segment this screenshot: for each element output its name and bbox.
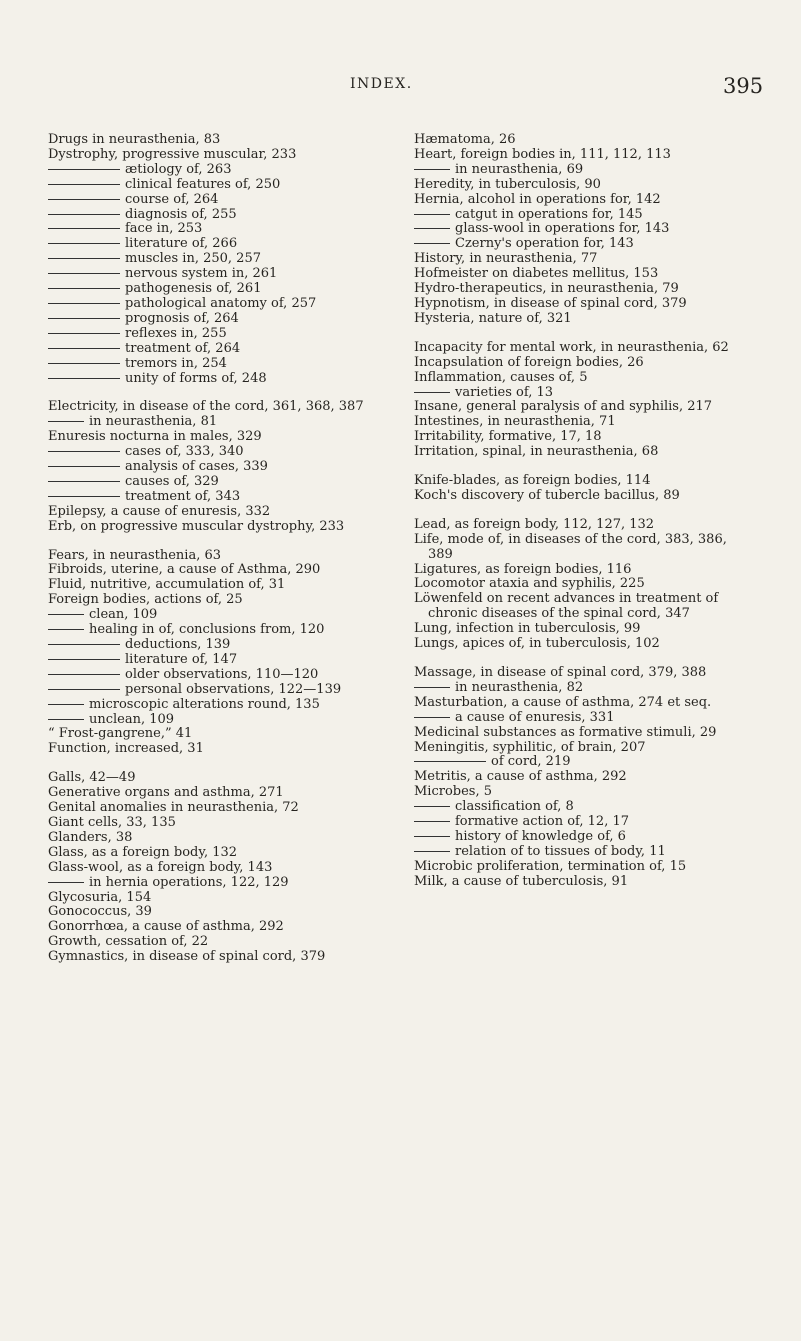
index-entry: Knife-blades, as foreign bodies, 114 [414, 473, 651, 489]
index-entry: Irritation, spinal, in neurasthenia, 68 [414, 444, 659, 460]
index-subentry: in neurasthenia, 81 [48, 415, 378, 430]
index-entry: Löwenfeld on recent advances in treatment of chronic diseases of the spinal cord, 347 [414, 591, 719, 622]
index-entry: Hydro-therapeutics, in neurasthenia, 79 [414, 281, 679, 297]
index-entry: Incapacity for mental work, in neurasthenia, 62 [414, 339, 729, 355]
index-subentry: classification of, 8 [414, 800, 754, 815]
letter-gap [414, 460, 754, 474]
letter-gap [414, 504, 754, 518]
index-entry: Inflammation, causes of, 5 [414, 369, 588, 385]
index-entry: Glass, as a foreign body, 132 [48, 844, 238, 860]
index-entry: Incapsulation of foreign bodies, 26 [414, 354, 644, 370]
index-entry: Gonorrhœa, a cause of asthma, 292 [48, 919, 284, 935]
index-subentry: clean, 109 [48, 608, 378, 623]
index-entry: Gymnastics, in disease of spinal cord, 379 [48, 949, 326, 965]
index-entry: Growth, cessation of, 22 [48, 934, 209, 950]
index-entry: Heart, foreign bodies in, 111, 112, 113 [414, 146, 671, 162]
index-subentry: in hernia operations, 122, 129 [48, 876, 378, 891]
page-number: 395 [723, 74, 764, 98]
letter-gap [414, 327, 754, 341]
index-subentry: varieties of, 13 [414, 386, 754, 401]
index-entry: Microbes, 5 [414, 784, 493, 800]
index-entry: Masturbation, a cause of asthma, 274 et seq. [414, 694, 712, 710]
index-subentry: literature of, 147 [48, 653, 378, 668]
running-title: INDEX. [350, 76, 413, 92]
index-entry: Heredity, in tuberculosis, 90 [414, 176, 601, 192]
index-entry: Dystrophy, progressive muscular, 233 [48, 146, 297, 162]
index-subentry: personal observations, 122—139 [48, 683, 378, 698]
index-subentry: in neurasthenia, 82 [414, 681, 754, 696]
index-entry: Hernia, alcohol in operations for, 142 [414, 191, 661, 207]
index-subentry: course of, 264 [48, 193, 378, 208]
index-entry: Drugs in neurasthenia, 83 [48, 132, 221, 147]
letter-gap [48, 386, 378, 400]
index-entry: “ Frost-gangrene,” 41 [48, 726, 193, 742]
index-column-right [414, 133, 754, 890]
index-entry: Life, mode of, in diseases of the cord, 383, 386, 389 [414, 531, 727, 562]
index-subentry: diagnosis of, 255 [48, 208, 378, 223]
index-entry: Lead, as foreign body, 112, 127, 132 [414, 516, 655, 532]
index-entry: Giant cells, 33, 135 [48, 814, 176, 830]
index-column-left [48, 133, 378, 965]
index-subentry: catgut in operations for, 145 [414, 208, 754, 223]
index-subentry: clinical features of, 250 [48, 178, 378, 193]
index-entry: Genital anomalies in neurasthenia, 72 [48, 800, 299, 816]
index-subentry: literature of, 266 [48, 237, 378, 252]
index-subentry: unclean, 109 [48, 713, 378, 728]
index-entry: Massage, in disease of spinal cord, 379, 388 [414, 665, 707, 680]
index-subentry: relation of to tissues of body, 11 [414, 845, 754, 860]
index-subentry: causes of, 329 [48, 475, 378, 490]
index-entry: Medicinal substances as formative stimuli, 29 [414, 724, 717, 740]
index-entry: Metritis, a cause of asthma, 292 [414, 769, 627, 785]
index-subentry: Czerny's operation for, 143 [414, 237, 754, 252]
index-entry: Galls, 42—49 [48, 770, 136, 786]
index-entry: Electricity, in disease of the cord, 361, 368, 387 [48, 399, 364, 415]
index-subentry: unity of forms of, 248 [48, 372, 378, 387]
index-subentry: history of knowledge of, 6 [414, 830, 754, 845]
index-entry: Ligatures, as foreign bodies, 116 [414, 561, 632, 577]
index-subentry: ætiology of, 263 [48, 163, 378, 178]
index-entry: Intestines, in neurasthenia, 71 [414, 414, 616, 430]
index-entry: Lung, infection in tuberculosis, 99 [414, 621, 641, 637]
index-subentry: tremors in, 254 [48, 357, 378, 372]
index-entry: Function, increased, 31 [48, 741, 204, 757]
index-entry: Fibroids, uterine, a cause of Asthma, 290 [48, 562, 321, 578]
index-subentry: muscles in, 250, 257 [48, 252, 378, 267]
index-subentry: treatment of, 343 [48, 490, 378, 505]
index-entry: Fears, in neurasthenia, 63 [48, 547, 222, 563]
index-subentry: prognosis of, 264 [48, 312, 378, 327]
index-subentry: cases of, 333, 340 [48, 445, 378, 460]
index-entry: Lungs, apices of, in tuberculosis, 102 [414, 636, 660, 652]
index-entry: Glycosuria, 154 [48, 889, 152, 905]
index-subentry: pathological anatomy of, 257 [48, 297, 378, 312]
index-subentry: a cause of enuresis, 331 [414, 711, 754, 726]
index-entry: Meningitis, syphilitic, of brain, 207 [414, 739, 646, 755]
index-entry: Hypnotism, in disease of spinal cord, 379 [414, 295, 687, 311]
letter-gap [414, 652, 754, 666]
index-subentry: healing in of, conclusions from, 120 [48, 623, 378, 638]
index-entry: Epilepsy, a cause of enuresis, 332 [48, 503, 271, 519]
index-entry: Milk, a cause of tuberculosis, 91 [414, 873, 629, 889]
index-subentry: of cord, 219 [414, 755, 754, 770]
index-entry: Koch's discovery of tubercle bacillus, 89 [414, 487, 680, 503]
index-entry: Enuresis nocturna in males, 329 [48, 429, 262, 445]
index-subentry: glass-wool in operations for, 143 [414, 222, 754, 237]
index-subentry: deductions, 139 [48, 638, 378, 653]
index-entry: Insane, general paralysis of and syphilis, 217 [414, 399, 713, 415]
index-subentry: microscopic alterations round, 135 [48, 698, 378, 713]
index-entry: Hysteria, nature of, 321 [414, 310, 572, 326]
letter-gap [48, 757, 378, 771]
index-subentry: older observations, 110—120 [48, 668, 378, 683]
letter-gap [48, 535, 378, 549]
index-entry: Generative organs and asthma, 271 [48, 785, 284, 801]
index-subentry: pathogenesis of, 261 [48, 282, 378, 297]
index-entry: History, in neurasthenia, 77 [414, 251, 598, 267]
index-subentry: analysis of cases, 339 [48, 460, 378, 475]
index-subentry: treatment of, 264 [48, 342, 378, 357]
index-entry: Microbic proliferation, termination of, 15 [414, 858, 687, 874]
index-entry: Foreign bodies, actions of, 25 [48, 592, 243, 608]
index-subentry: reflexes in, 255 [48, 327, 378, 342]
index-subentry: formative action of, 12, 17 [414, 815, 754, 830]
index-entry: Glass-wool, as a foreign body, 143 [48, 859, 273, 875]
index-entry: Glanders, 38 [48, 829, 133, 845]
index-entry: Locomotor ataxia and syphilis, 225 [414, 576, 645, 592]
index-subentry: in neurasthenia, 69 [414, 163, 754, 178]
index-subentry: face in, 253 [48, 222, 378, 237]
index-entry: Irritability, formative, 17, 18 [414, 429, 602, 445]
index-subentry: nervous system in, 261 [48, 267, 378, 282]
index-entry: Erb, on progressive muscular dystrophy, 233 [48, 518, 345, 534]
page-header [0, 66, 801, 96]
index-entry: Hæmatoma, 26 [414, 132, 516, 147]
index-entry: Fluid, nutritive, accumulation of, 31 [48, 577, 286, 593]
index-entry: Gonococcus, 39 [48, 904, 152, 920]
index-entry: Hofmeister on diabetes mellitus, 153 [414, 266, 659, 282]
